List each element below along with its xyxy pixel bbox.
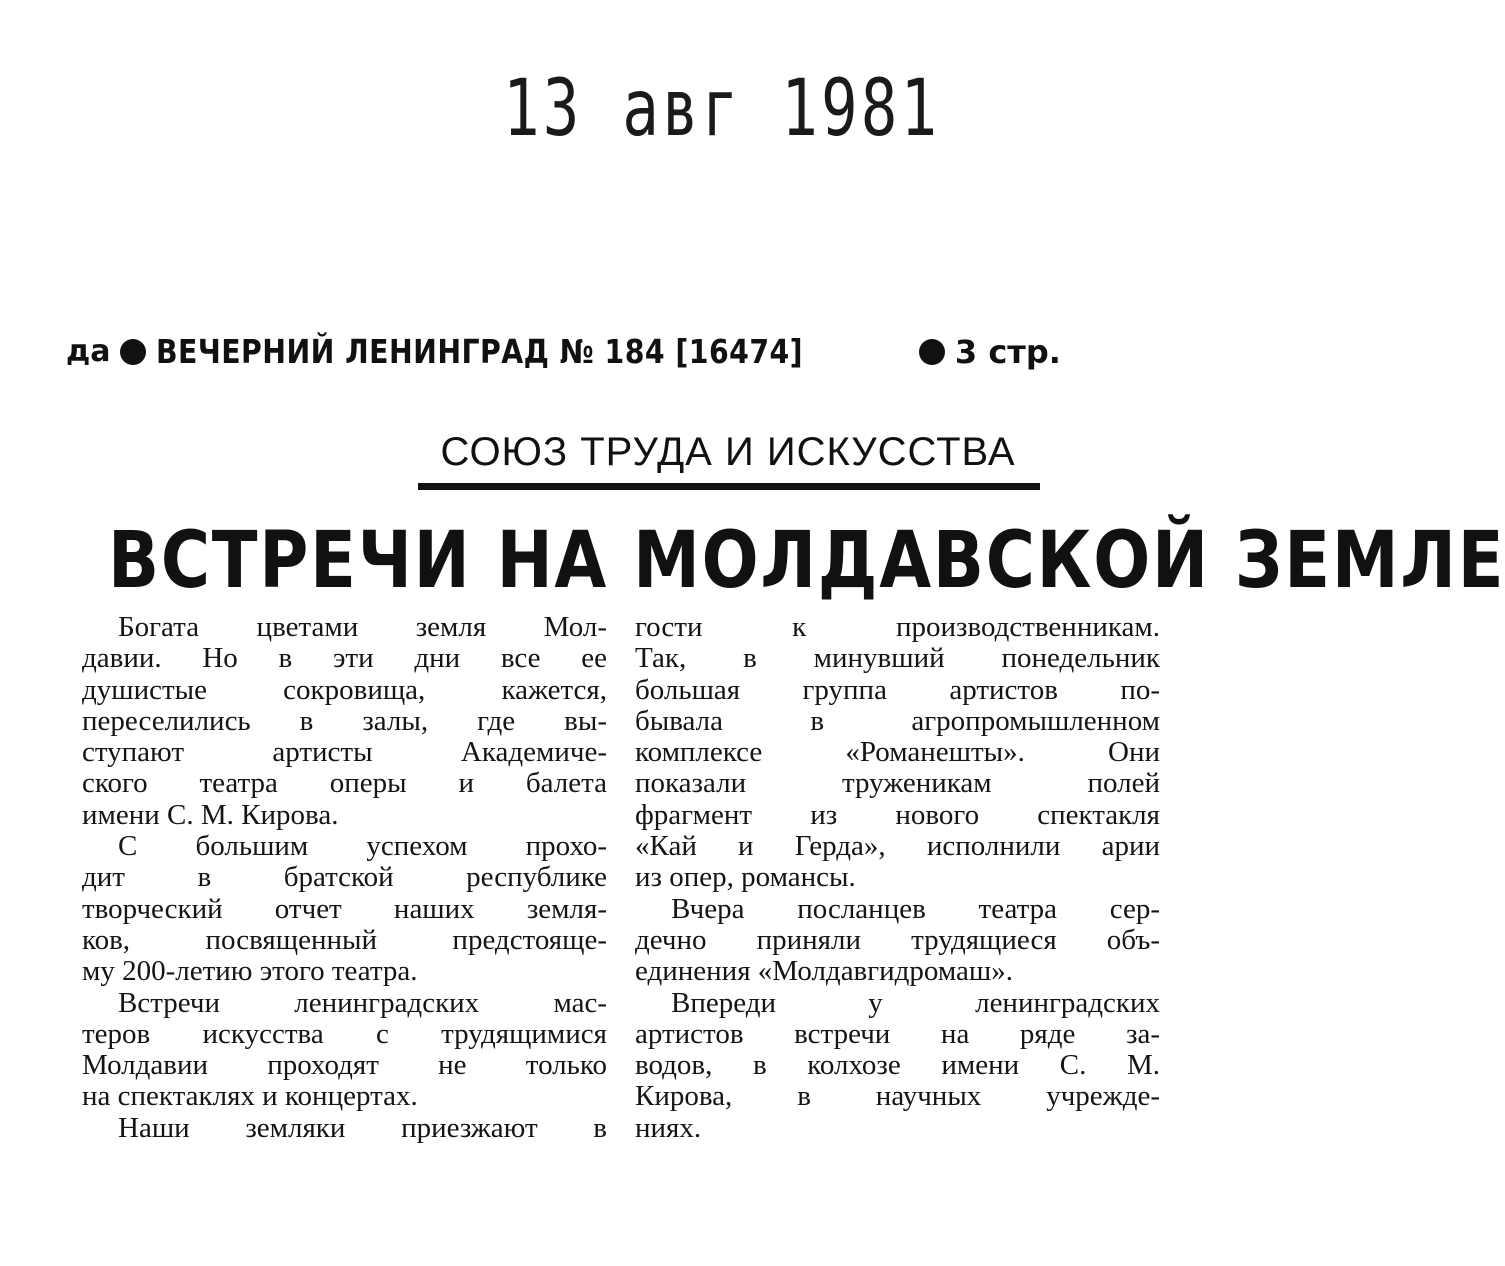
text-line: Встречи ленинградских мас- xyxy=(118,986,607,1019)
masthead-page-number: 3 стр. xyxy=(954,332,1061,371)
article-column-left xyxy=(82,612,607,1144)
text-line: ниях. xyxy=(635,1111,702,1144)
text-line: душистые сокровища, кажется, xyxy=(82,673,607,706)
date-stamp: 13 авг 1981 xyxy=(503,64,941,154)
newspaper-masthead xyxy=(66,332,1176,371)
section-rubric: СОЮЗ ТРУДА И ИСКУССТВА xyxy=(440,430,1016,474)
text-line: творческий отчет наших земля- xyxy=(82,892,607,925)
masthead-paper-title: ВЕЧЕРНИЙ ЛЕНИНГРАД № 184 [16474] xyxy=(156,332,804,371)
text-line: ступают артисты Академиче- xyxy=(82,736,607,769)
text-line: му 200-летию этого театра. xyxy=(82,955,418,988)
text-line: Так, в минувший понедельник xyxy=(635,642,1160,675)
text-line: большая группа артистов по- xyxy=(635,673,1160,706)
text-line: имени С. М. Кирова. xyxy=(82,798,339,831)
text-line: ков, посвященный предстояще- xyxy=(82,923,607,956)
text-line: Кирова, в научных учрежде- xyxy=(635,1080,1160,1113)
text-line: теров искусства с трудящимися xyxy=(82,1017,607,1050)
text-line: «Кай и Герда», исполнили арии xyxy=(635,830,1160,863)
text-line: фрагмент из нового спектакля xyxy=(635,798,1160,831)
text-line: Впереди у ленинградских xyxy=(671,986,1160,1019)
text-line: комплексе «Романешты». Они xyxy=(635,736,1160,769)
text-line: Наши земляки приезжают в xyxy=(118,1111,607,1144)
text-line: бывала в агропромышленном xyxy=(635,704,1160,737)
text-line: гости к производственникам. xyxy=(635,611,1160,643)
article-column-right xyxy=(635,612,1160,1144)
text-line: дечно приняли трудящиеся объ- xyxy=(635,923,1160,956)
text-line: дит в братской республике xyxy=(82,861,607,894)
text-line: переселились в залы, где вы- xyxy=(82,704,607,737)
text-line: единения «Молдавгидромаш». xyxy=(635,955,1013,988)
text-line: артистов встречи на ряде за- xyxy=(635,1017,1160,1050)
bullet-dot-icon xyxy=(120,339,146,365)
text-line: показали труженикам полей xyxy=(635,767,1160,800)
text-line: Вчера посланцев театра сер- xyxy=(671,892,1160,925)
text-line: Богата цветами земля Мол- xyxy=(118,611,607,643)
text-line: С большим успехом прохо- xyxy=(118,830,607,863)
text-line: из опер, романсы. xyxy=(635,861,856,894)
article-headline: ВСТРЕЧИ НА МОЛДАВСКОЙ ЗЕМЛЕ xyxy=(108,516,1505,606)
text-line: ского театра оперы и балета xyxy=(82,767,607,800)
text-line: давии. Но в эти дни все ее xyxy=(82,642,607,675)
text-line: Молдавии проходят не только xyxy=(82,1049,607,1082)
rubric-underline xyxy=(418,483,1040,490)
text-line: водов, в колхозе имени С. М. xyxy=(635,1049,1160,1082)
bullet-dot-icon xyxy=(919,339,945,365)
masthead-prefix: да xyxy=(66,333,111,369)
text-line: на спектаклях и концертах. xyxy=(82,1080,418,1113)
